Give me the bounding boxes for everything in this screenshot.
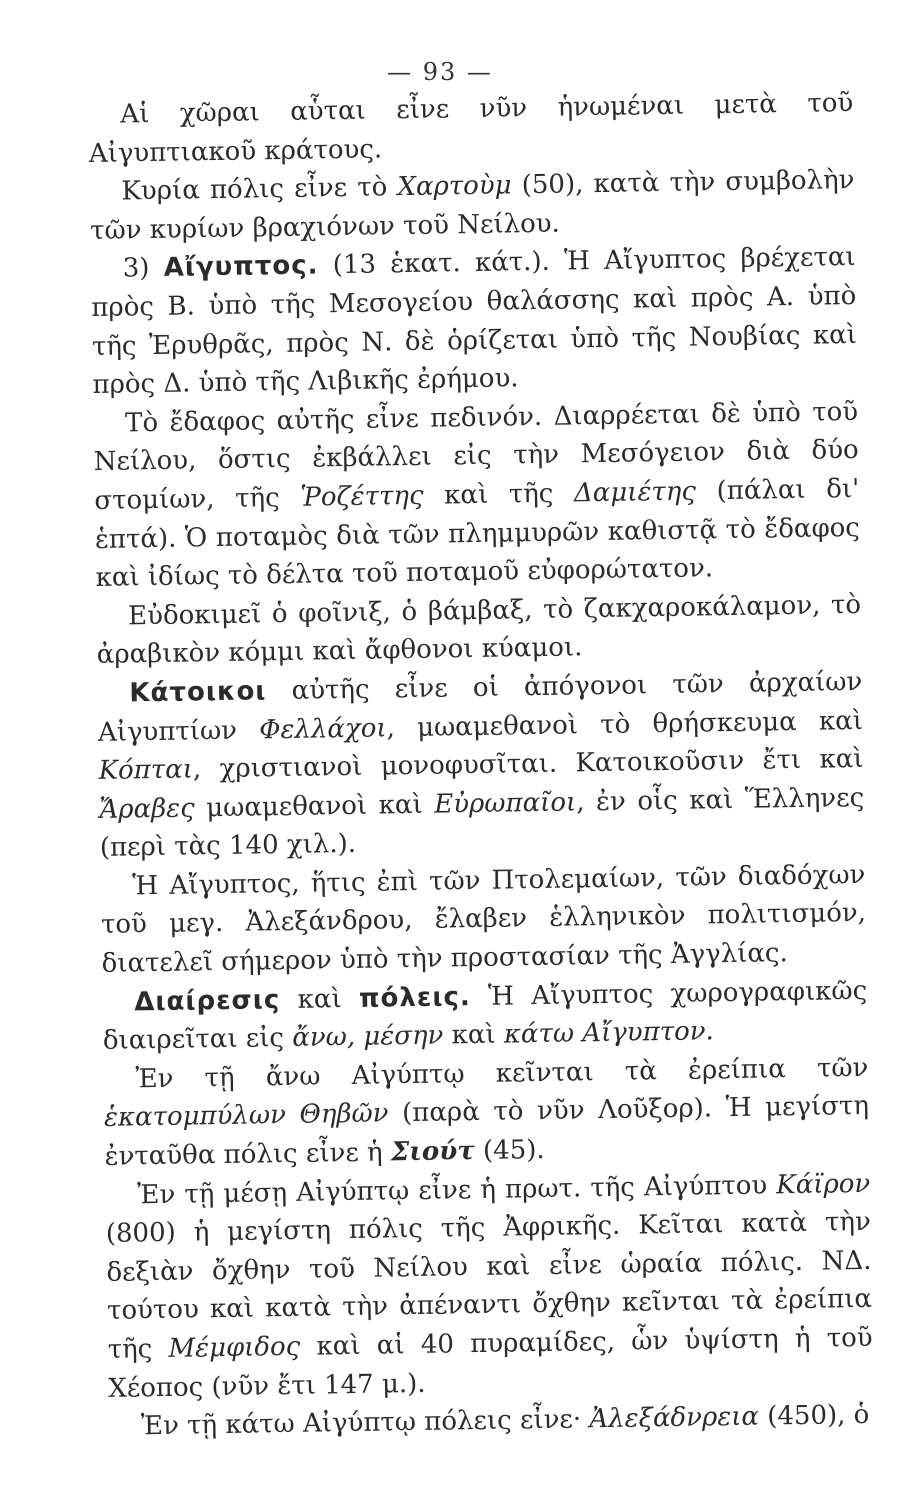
text-run: , ἐν οἷς καὶ Ἕλληνες (περὶ τὰς 140 χιλ.). <box>99 782 865 864</box>
text-run: Ἐν τῇ ἄνω Αἰγύπτῳ κεῖνται τὰ ἐρείπια τῶν <box>135 1052 869 1095</box>
text-run: καὶ τῆς <box>423 478 575 511</box>
paragraph-text: Αἱ χῶραι αὗται εἶνε νῦν ἡνωμέναι μετὰ τοῦ Αἰγυπτιακοῦ κράτους. <box>88 87 854 169</box>
text-run: Ἐν τῇ κάτω Αἰγύπτῳ πόλεις εἶνε· <box>140 1404 590 1442</box>
text-run: καὶ αἱ 40 πυραμίδες, ὧν ὑψίστη ἡ τοῦ Χέοπος (νῦν ἔτι 147 μ.). <box>108 1322 873 1404</box>
text-run: (πάλαι δι' ἑπτά). Ὁ ποταμὸς διὰ τῶν πλημμυρῶν καθιστᾷ τὸ ἔδαφος καὶ ἰδίως τὸ δέλτα τοῦ ποταμοῦ εὐφορώτατον. <box>94 473 861 594</box>
paragraph-5 <box>96 586 862 675</box>
term-upper-middle: ἄνω, μέσην <box>292 1020 444 1054</box>
term-lower-egypt: κάτω Αἴγυπτον. <box>503 1016 715 1050</box>
text-run: αὐτῆς εἶνε οἱ ἀπόγονοι τῶν ἀρχαίων Αἰγυπτίων <box>97 666 863 748</box>
body-text <box>88 84 874 1447</box>
paragraph-10 <box>105 1164 874 1408</box>
section-heading-egypt: Αἴγυπτος. <box>163 250 319 284</box>
text-run: (45). <box>474 1134 545 1167</box>
paragraph-7 <box>100 856 867 984</box>
city-name-khartoum: Χαρτοὺμ <box>397 170 512 203</box>
paragraph-9 <box>103 1049 870 1177</box>
paragraph-text: Εὐδοκιμεῖ ὁ φοῖνιξ, ὁ βάμβαξ, τὸ ζακχαροκάλαμον, τὸ ἀραβικὸν κόμμι καὶ ἄφθονοι κύαμοι. <box>96 589 862 671</box>
section-heading-cities: πόλεις. <box>358 981 471 1014</box>
text-run: (13 ἑκατ. κάτ.). Ἡ Αἴγυπτος βρέχεται πρὸς Β. ὑπὸ τῆς Μεσογείου θαλάσσης καὶ πρὸς Α. ὑπὸ τῆς Ἐρυθρᾶς, πρὸς Ν. δὲ ὁρίζεται ὑπὸ τῆς Νουβίας καὶ πρὸς Δ. ὑπὸ τῆς Λιβικῆς ἐρήμου. <box>91 242 858 401</box>
section-heading-division: Διαίρεσις <box>134 984 281 1018</box>
text-run: , χριστιανοὶ μονοφυσῖται. Κατοικοῦσιν ἔτι καὶ <box>192 743 864 785</box>
city-name-siout: Σιούτ <box>390 1136 475 1168</box>
paragraph-6 <box>97 663 865 868</box>
text-run: καὶ <box>443 1019 505 1051</box>
text-run: (παρὰ τὸ νῦν Λοῦξορ). Ἡ μεγίστη ἐνταῦθα πόλις εἶνε ἡ <box>104 1091 870 1172</box>
term-arabs: Ἄραβες <box>98 793 195 825</box>
section-heading-inhabitants: Κάτοικοι <box>129 676 267 709</box>
text-run: , μωαμεθανοὶ τὸ θρήσκευμα καὶ <box>386 705 864 743</box>
paragraph-3 <box>90 238 857 404</box>
text-run: Ἡ Αἴγυπτος χωρογραφικῶς διαιρεῖται εἰς <box>102 975 868 1057</box>
text-run: μωαμεθανοὶ καὶ <box>194 789 435 824</box>
paragraph-2 <box>89 161 855 250</box>
place-memphis: Μέμφιδος <box>168 1331 301 1364</box>
text-run: (800) ἡ μεγίστη πόλις τῆς Ἀφρικῆς. Κεῖται κατὰ τὴν δεξιὰν ὄχθην τοῦ Νείλου καὶ εἶνε ὡραία πόλις. ΝΔ. τούτου καὶ κατὰ τὴν ἀπέναντι ὄχθην κεῖνται τὰ ἐρείπια τῆς <box>105 1207 873 1365</box>
paragraph-4 <box>93 393 861 598</box>
text-run: Τὸ ἔδαφος αὐτῆς εἶνε πεδινόν. Διαρρέεται δὲ ὑπὸ τοῦ Νείλου, ὅστις ἐκβάλλει εἰς τὴν Μεσόγειον διὰ δύο στομίων, τῆς <box>93 396 859 516</box>
text-run: Ἐν τῇ μέσῃ Αἰγύπτῳ εἶνε ἡ πρωτ. τῆς Αἰγύπτου <box>137 1169 777 1210</box>
river-mouth-damietta: Δαμιέτης <box>573 476 697 509</box>
city-name-cairo: Κάϊρον <box>776 1168 871 1200</box>
term-copts: Κόπται <box>98 754 194 787</box>
city-name-alexandria: Ἀλεξάδνρεια <box>589 1401 760 1435</box>
text-run: καὶ <box>280 983 360 1015</box>
text-run: (50), κατὰ τὴν συμβολὴν τῶν κυρίων βραχιόνων τοῦ Νείλου. <box>89 165 855 246</box>
page-number: — 93 — <box>387 58 493 86</box>
paragraph-text: Ἡ Αἴγυπτος, ἥτις ἐπὶ τῶν Πτολεμαίων, τῶν διαδόχων τοῦ μεγ. Ἀλεξάνδρου, ἔλαβεν ἑλληνικὸν πολιτισμόν, διατελεῖ σήμερον ὑπὸ τὴν προστασίαν τῆς Ἀγγλίας. <box>100 859 867 979</box>
paragraph-1 <box>88 84 854 173</box>
term-fellahs: Φελλάχοι <box>258 712 387 745</box>
text-run: 3) <box>122 253 164 284</box>
river-mouth-rosetta: Ῥοζέττης <box>300 480 424 513</box>
text-run: Κυρία πόλις εἶνε τὸ <box>121 172 398 207</box>
paragraph-8 <box>102 972 868 1061</box>
place-thebes: ἑκατομπύλων Θηβῶν <box>103 1098 389 1134</box>
text-run: (450), ὁ <box>758 1400 870 1432</box>
term-europeans: Εὐρωπαῖοι <box>433 787 577 820</box>
